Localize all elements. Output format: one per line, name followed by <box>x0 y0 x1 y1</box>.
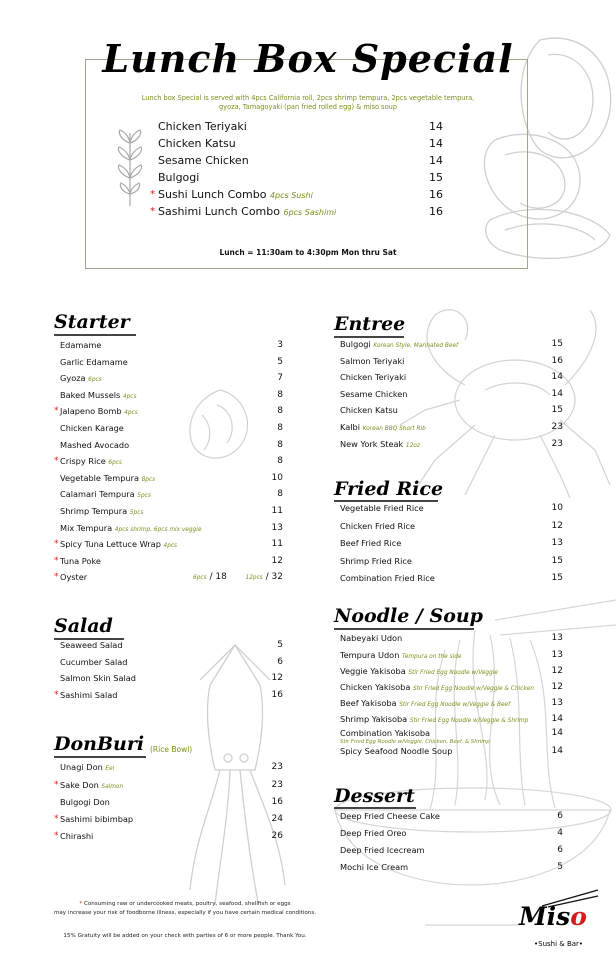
menu-item-note: 6pcs <box>108 460 122 467</box>
menu-item-name: * Spicy Tuna Lettuce Wrap 4pcs <box>60 536 177 554</box>
menu-item-price: 4 <box>557 828 563 838</box>
raw-star: * <box>54 456 59 467</box>
menu-item-price: 13 <box>551 698 563 708</box>
oyster-6-label: 6pcs <box>193 575 207 582</box>
oyster-12-sep: / <box>262 572 272 583</box>
menu-item-row <box>340 518 563 534</box>
menu-item-name: Deep Fried Oreo <box>340 828 407 838</box>
menu-item-name: Calamari Tempura 5pcs <box>60 489 151 500</box>
lunch-item-name: * Sushi Lunch Combo 4pcs Sushi <box>150 188 313 201</box>
menu-item-row <box>54 453 283 469</box>
lunch-box-description: Lunch box Special is served with 4pcs California roll, 2pcs shrimp tempura, 2pcs vegetable tempura, gyoza, Tamagoyaki (pan fried rolled egg) & miso soup <box>141 94 475 111</box>
menu-item-price: 23 <box>551 422 563 432</box>
raw-star: * <box>54 572 59 583</box>
menu-item-name: Bulgogi Korean Style, Marinated Beef <box>340 339 459 349</box>
raw-star: * <box>54 539 59 550</box>
oyster-option-6 <box>193 569 227 586</box>
menu-item-row <box>54 777 283 793</box>
menu-item-note: 4pcs <box>122 393 137 400</box>
menu-item-price: 14 <box>551 372 563 383</box>
menu-item-row <box>340 436 563 452</box>
menu-item-name: Bulgogi Don <box>60 797 110 807</box>
lunch-item-price: 16 <box>429 205 443 218</box>
menu-item-note: Stir Fried Egg Noodle w/Veggie <box>408 670 498 676</box>
menu-item-price: 7 <box>277 373 283 384</box>
gratuity-note: 15% Gratuity will be added on your check with parties of 6 or more people. Thank You. <box>63 933 307 939</box>
menu-item-price: 15 <box>551 339 563 349</box>
menu-item-name: * Tuna Poke <box>60 553 101 569</box>
lunch-item-name: Chicken Katsu <box>158 137 236 150</box>
menu-item-row <box>340 859 563 875</box>
menu-item-name: Gyoza 6pcs <box>60 373 102 384</box>
menu-item-name: Cucumber Salad <box>60 656 128 667</box>
lunch-item-note: 4pcs Sushi <box>269 191 313 200</box>
menu-item-price: 13 <box>271 522 283 533</box>
lunch-item-price: 14 <box>429 154 443 167</box>
warning-line1: Consuming raw or undercooked meats, poultry, seafood, shellfish or eggs <box>83 901 291 907</box>
menu-item-price: 23 <box>271 762 283 772</box>
menu-item-name: Chicken Karage <box>60 423 124 433</box>
lunch-item-price: 16 <box>429 188 443 201</box>
menu-item-price: 16 <box>271 797 283 807</box>
menu-item-price: 15 <box>551 405 563 416</box>
menu-item-price: 12 <box>271 555 283 566</box>
menu-item-row <box>60 794 283 810</box>
menu-item-name: Mix Tempura 4pcs shrimp, 6pcs mix veggie <box>60 522 202 533</box>
menu-item-price: 12 <box>551 520 563 531</box>
menu-item-price: 13 <box>551 650 563 660</box>
logo-wordmark <box>519 902 587 931</box>
lunch-item-price: 14 <box>429 137 443 150</box>
menu-item-note: 12oz <box>405 442 420 449</box>
menu-item-price: 16 <box>271 689 283 700</box>
menu-item-price: 5 <box>557 862 563 872</box>
lunch-item-row <box>158 119 443 135</box>
menu-item-price: 13 <box>551 538 563 549</box>
menu-item-price: 10 <box>551 503 563 513</box>
lunch-box-title: Lunch Box Special <box>102 36 514 81</box>
menu-item-row <box>54 569 283 585</box>
menu-item-name: Chicken Fried Rice <box>340 520 416 531</box>
starter-underline <box>54 334 136 336</box>
menu-item-row <box>340 535 563 551</box>
menu-item-row <box>340 369 563 385</box>
menu-item-row <box>60 759 283 775</box>
menu-item-price: 14 <box>551 728 563 738</box>
menu-item-row <box>54 536 283 552</box>
menu-item-name: Shrimp Fried Rice <box>340 555 412 566</box>
menu-item-name: Sesame Chicken <box>340 388 408 399</box>
donburi-subtitle: (Rice Bowl) <box>150 745 193 754</box>
menu-item-row <box>54 403 283 419</box>
lunch-item-row <box>158 153 443 169</box>
menu-item-name: * Sashimi Salad <box>60 687 118 703</box>
menu-item-price: 8 <box>277 439 283 450</box>
menu-item-name: * Crispy Rice 6pcs <box>60 453 122 471</box>
menu-item-name: Beef Fried Rice <box>340 538 402 549</box>
menu-item-row <box>340 353 563 369</box>
lunch-hours: Lunch = 11:30am to 4:30pm Mon thru Sat <box>219 248 397 257</box>
menu-item-note: Stir Fried Egg Noodle w/Veggie & Shrimp <box>409 718 529 724</box>
lunch-item-name: Bulgogi <box>158 171 200 184</box>
menu-item-row <box>340 679 563 695</box>
menu-item-name: Deep Fried Cheese Cake <box>340 811 440 821</box>
menu-item-row <box>340 808 563 824</box>
warning-line2: may increase your risk of foodborne illness, especially if you have certain medical conditions. <box>53 910 317 916</box>
noodle-soup-title: Noodle / Soup <box>334 605 483 627</box>
lunch-item-row <box>150 204 443 220</box>
menu-item-row <box>54 687 283 703</box>
menu-item-price: 8 <box>277 489 283 500</box>
menu-item-row <box>340 500 563 516</box>
menu-item-note: 4pcs <box>124 410 138 417</box>
lunch-item-name: Chicken Teriyaki <box>158 120 247 133</box>
menu-item-row <box>60 337 283 353</box>
lunch-item-price: 14 <box>429 120 443 133</box>
menu-item-row <box>340 553 563 569</box>
lunch-item-note: 6pcs Sashimi <box>283 208 337 217</box>
menu-item-row <box>54 811 283 827</box>
menu-item-name: * Chirashi <box>60 828 93 844</box>
menu-item-note: 4pcs <box>163 543 178 550</box>
combo-yakisoba-desc: Stir Fried Egg Noodle w/Veggie, Chicken, Beef, & Shrimp <box>340 739 490 745</box>
menu-item-name: Mashed Avocado <box>60 439 130 450</box>
menu-item-row <box>60 670 283 686</box>
menu-item-name: Seaweed Salad <box>60 640 123 650</box>
oyster-6-price: 18 <box>215 572 227 583</box>
menu-item-row <box>340 842 563 858</box>
oyster-option-12 <box>246 569 283 586</box>
menu-item-name: * Oyster <box>60 569 87 585</box>
raw-star: * <box>54 689 59 700</box>
menu-item-price: 15 <box>551 573 563 584</box>
menu-item-note: Eel <box>105 766 115 772</box>
menu-item-row <box>340 663 563 679</box>
menu-item-price: 6 <box>277 656 283 667</box>
menu-item-row <box>340 402 563 418</box>
menu-item-note: 5pcs <box>129 510 144 516</box>
menu-item-name: * Sashimi bibimbap <box>60 811 133 827</box>
menu-item-row <box>340 825 563 841</box>
menu-item-price: 11 <box>271 506 283 516</box>
menu-item-name: Spicy Seafood Noodle Soup <box>340 746 453 756</box>
menu-item-name: Deep Fried Icecream <box>340 845 425 855</box>
menu-item-note: Stir Fried Egg Noodle w/Veggie & Chicken <box>412 686 534 692</box>
menu-item-name: Beef Yakisoba Stir Fried Egg Noodle w/Veggie & Beef <box>340 698 511 708</box>
menu-item-name: Chicken Yakisoba Stir Fried Egg Noodle w/Veggie & Chicken <box>340 682 534 692</box>
menu-item-price: 8 <box>277 406 283 417</box>
menu-item-name: Kalbi Korean BBQ Short Rib <box>340 422 426 432</box>
menu-item-row <box>60 654 283 670</box>
menu-item-row <box>60 486 283 502</box>
menu-item-row <box>340 725 563 745</box>
menu-item-name: Mochi Ice Cream <box>340 862 409 872</box>
menu-item-row <box>60 503 283 519</box>
raw-star: * <box>54 555 59 566</box>
logo-text: Mis <box>519 902 571 931</box>
menu-item-row <box>340 336 563 352</box>
menu-item-price: 12 <box>551 682 563 692</box>
menu-item-row <box>340 743 563 759</box>
fried-rice-title: Fried Rice <box>334 478 444 500</box>
menu-item-name: Edamame <box>60 340 102 350</box>
menu-item-name: Salmon Skin Salad <box>60 673 136 684</box>
menu-item-row <box>60 420 283 436</box>
menu-item-price: 12 <box>271 673 283 684</box>
menu-item-name: Tempura Udon Tempura on the side <box>340 650 462 660</box>
oyster-12-price: 32 <box>271 572 283 583</box>
menu-item-name: Unagi Don Eel <box>60 762 115 772</box>
menu-item-name: Shrimp Tempura 5pcs <box>60 506 144 516</box>
menu-item-price: 12 <box>551 666 563 676</box>
menu-item-price: 6 <box>557 845 563 855</box>
menu-item-price: 24 <box>271 814 283 824</box>
menu-item-note: Tempura on the side <box>401 654 462 660</box>
salad-title: Salad <box>54 615 113 637</box>
menu-item-row <box>60 387 283 403</box>
menu-item-row <box>340 695 563 711</box>
menu-item-price: 6 <box>557 811 563 821</box>
donburi-underline <box>54 756 146 758</box>
menu-item-name: Combination Yakisoba Stir Fried Egg Noodle w/Veggie, Chicken, Beef, & Shrimp <box>340 725 430 741</box>
menu-item-note: Stir Fried Egg Noodle w/Veggie & Beef <box>399 702 511 708</box>
menu-item-note: 4pcs shrimp, 6pcs mix veggie <box>114 526 202 533</box>
menu-item-price: 26 <box>271 831 283 841</box>
dessert-title: Dessert <box>334 785 415 807</box>
menu-item-price: 8 <box>277 389 283 400</box>
raw-star: * <box>54 406 59 417</box>
entree-title: Entree <box>334 313 406 335</box>
oyster-12-label: 12pcs <box>245 575 263 582</box>
menu-item-row <box>340 647 563 663</box>
oyster-6-sep: / <box>206 572 216 583</box>
menu-item-note: 6pcs <box>88 377 102 384</box>
raw-star: * <box>54 780 59 790</box>
menu-item-row <box>340 630 563 646</box>
logo-o: o <box>570 902 587 931</box>
menu-item-price: 14 <box>551 714 563 724</box>
menu-item-row <box>54 828 283 844</box>
menu-item-note: 5pcs <box>137 493 151 500</box>
menu-item-price: 5 <box>277 640 283 650</box>
menu-item-name: Vegetable Tempura 8pcs <box>60 472 156 483</box>
raw-star: * <box>54 814 59 824</box>
menu-item-name: Combination Fried Rice <box>340 573 435 584</box>
menu-item-row <box>60 437 283 453</box>
raw-food-warning <box>35 900 335 918</box>
menu-item-row <box>340 419 563 435</box>
lunch-item-row <box>158 170 443 186</box>
lunch-item-name: Sesame Chicken <box>158 154 249 167</box>
menu-item-name: * Sake Don Salmon <box>60 777 123 795</box>
menu-item-name: Shrimp Yakisoba Stir Fried Egg Noodle w/Veggie & Shrimp <box>340 714 529 724</box>
menu-item-name: Chicken Teriyaki <box>340 372 407 383</box>
menu-item-price: 13 <box>551 633 563 643</box>
menu-item-price: 5 <box>277 356 283 367</box>
lunch-item-name: * Sashimi Lunch Combo 6pcs Sashimi <box>150 205 337 218</box>
menu-item-row <box>60 370 283 386</box>
menu-item-note: Korean BBQ Short Rib <box>362 426 426 432</box>
menu-item-row <box>54 553 283 569</box>
menu-item-name: Baked Mussels 4pcs <box>60 389 137 400</box>
lunch-item-price: 15 <box>429 171 443 184</box>
logo-subtitle: •Sushi & Bar• <box>534 940 584 948</box>
menu-item-name: Salmon Teriyaki <box>340 355 405 366</box>
menu-item-name: Veggie Yakisoba Stir Fried Egg Noodle w/Veggie <box>340 666 498 676</box>
menu-item-name: * Jalapeno Bomb 4pcs <box>60 403 138 421</box>
menu-item-row <box>60 470 283 486</box>
menu-item-price: 11 <box>271 539 283 550</box>
raw-star: * <box>150 206 155 217</box>
donburi-title: DonBuri <box>54 733 145 755</box>
lunch-item-row <box>158 136 443 152</box>
menu-item-row <box>340 570 563 586</box>
menu-item-price: 10 <box>271 472 283 483</box>
menu-item-note: 8pcs <box>141 476 156 483</box>
lunch-item-row <box>150 187 443 203</box>
menu-item-row <box>340 386 563 402</box>
warning-star: * <box>79 901 83 907</box>
menu-item-price: 14 <box>551 746 563 756</box>
menu-item-price: 8 <box>277 423 283 433</box>
menu-item-price: 14 <box>551 388 563 399</box>
menu-item-row <box>60 354 283 370</box>
menu-item-price: 23 <box>551 438 563 449</box>
menu-item-name: New York Steak 12oz <box>340 438 420 449</box>
menu-item-row <box>60 520 283 536</box>
menu-item-price: 15 <box>551 555 563 566</box>
raw-star: * <box>54 831 59 841</box>
menu-item-name: Vegetable Fried Rice <box>340 503 424 513</box>
menu-item-name: Nabeyaki Udon <box>340 633 403 643</box>
menu-item-note: Korean Style, Marinated Beef <box>373 343 459 349</box>
menu-item-price: 16 <box>551 355 563 366</box>
menu-item-name: Garlic Edamame <box>60 356 128 367</box>
menu-item-price: 3 <box>277 340 283 350</box>
menu-item-name: Chicken Katsu <box>340 405 398 416</box>
menu-item-note: Salmon <box>101 784 124 790</box>
menu-item-price: 23 <box>271 780 283 790</box>
menu-item-row <box>60 637 283 653</box>
starter-title: Starter <box>54 311 130 333</box>
menu-item-price: 8 <box>277 456 283 467</box>
raw-star: * <box>150 189 155 200</box>
